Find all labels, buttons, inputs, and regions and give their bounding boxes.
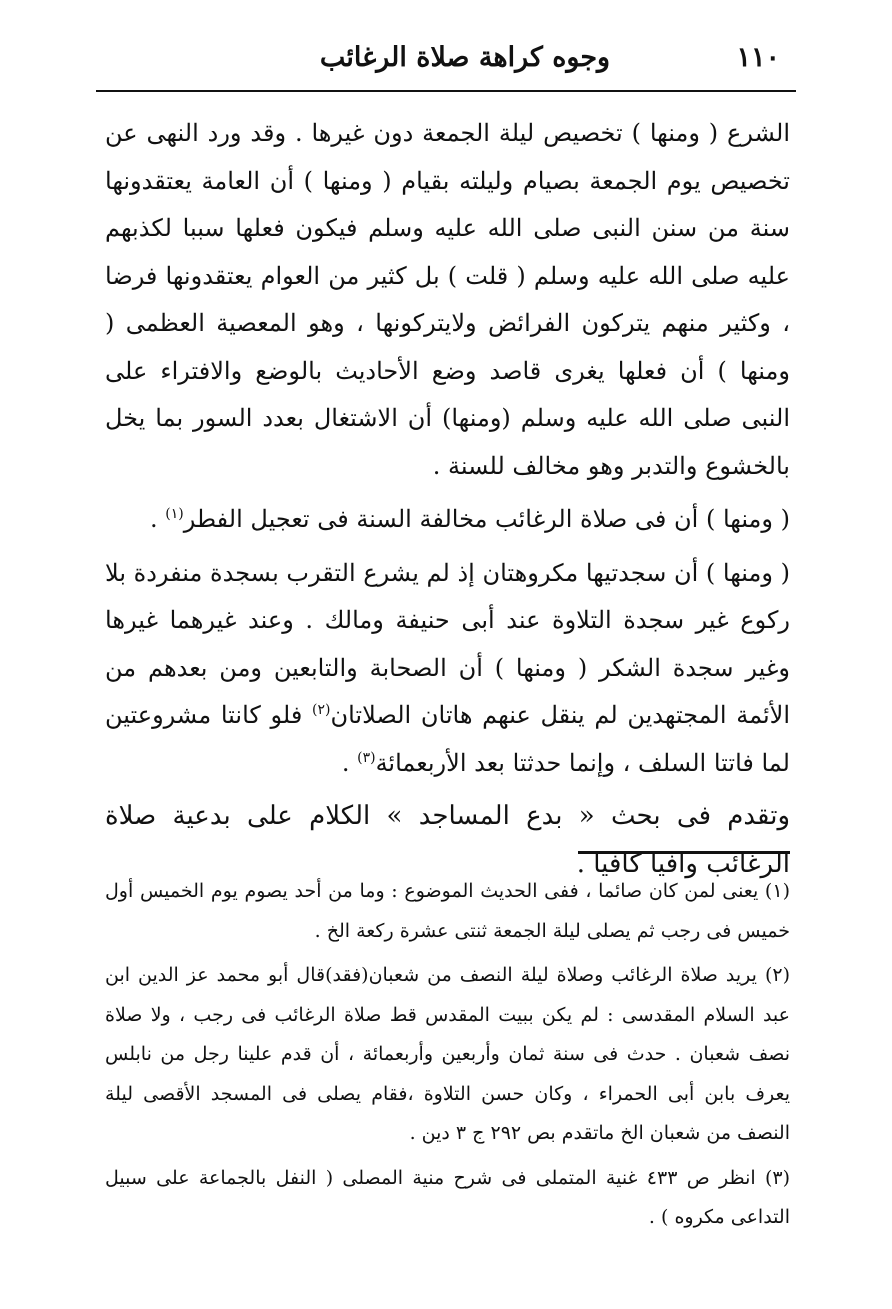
footnotes [105, 872, 790, 1243]
main-text [105, 110, 790, 894]
footnote-1: (١) يعنى لمن كان صائما ، ففى الحديث الموضوع : وما من أحد يصوم يوم الخميس أول خميس فى رجب ثم يصلى ليلة الجمعة ثنتى عشرة ركعة الخ . [105, 880, 790, 942]
footnote-ref-2: (٢) [312, 702, 331, 718]
page-number: ١١٠ [736, 42, 780, 73]
header-rule [96, 90, 796, 92]
paragraph-3 [105, 550, 790, 788]
paragraph-3-mid: فلو كانتا مشروعتين لما فاتتا السلف ، وإنما حدثتا بعد الأربعمائة [105, 701, 790, 777]
paragraph-2-tail: . [150, 505, 166, 533]
footnote-separator [578, 851, 790, 854]
paragraph-3-tail: . [341, 748, 358, 777]
paragraph-4: وتقدم فى بحث « بدع المساجد » الكلام على بدعية صلاة الرغائب وافيا كافيا . [105, 801, 790, 879]
footnote-ref-1: (١) [165, 506, 184, 522]
paragraph-1: الشرع ( ومنها ) تخصيص ليلة الجمعة دون غيرها . وقد ورد النهى عن تخصيص يوم الجمعة بصيام وليلته بقيام ( ومنها ) أن العامة يعتقدونها سنة من سنن النبى صلى الله عليه وسلم فيكون فعلها سببا لكذبهم عليه صلى الله عليه وسلم ( قلت ) بل كثير من العوام يعتقدونها فرضا ، وكثير منهم يتركون الفرائض ولايتركونها ، وهو المعصية العظمى ( ومنها ) أن فعلها يغرى قاصد وضع الأحاديث بالوضع والافتراء على النبى صلى الله عليه وسلم (ومنها) أن الاشتغال بعدد السور بما يخل بالخشوع والتدبر وهو مخالف للسنة . [105, 119, 790, 480]
footnote-ref-3: (٣) [357, 749, 376, 766]
paragraph-2 [105, 496, 790, 544]
paragraph-2-text: ( ومنها ) أن فى صلاة الرغائب مخالفة السنة فى تعجيل الفطر [183, 505, 790, 533]
footnote-2: (٢) يريد صلاة الرغائب وصلاة ليلة النصف من شعبان(فقد)قال أبو محمد عز الدين ابن عبد السلام المقدسى : لم يكن ببيت المقدس قط صلاة الرغائب فى رجب ، ولا صلاة نصف شعبان . حدث فى سنة ثمان وأربعين وأربعمائة ، أن قدم علينا رجل من نابلس يعرف بابن أبى الحمراء ، وكان حسن التلاوة ،فقام يصلى فى المسجد الأقصى ليلة النصف من شعبان الخ ماتقدم بص ٢٩٢ ج ٣ دين . [105, 964, 790, 1144]
footnote-3: (٣) انظر ص ٤٣٣ غنية المتملى فى شرح منية المصلى ( النفل بالجماعة على سبيل التداعى مكروه ) . [105, 1166, 790, 1228]
paragraph-3-text: ( ومنها ) أن سجدتيها مكروهتان إذ لم يشرع التقرب بسجدة منفردة بلا ركوع غير سجدة التلاوة عند أبى حنيفة ومالك . وعند غيرهما غيرها وغير سجدة الشكر ( ومنها ) أن الصحابة والتابعين ومن بعدهم من الأئمة المجتهدين لم ينقل عنهم هاتان الصلاتان [105, 558, 790, 729]
running-title: وجوه كراهة صلاة الرغائب [319, 42, 611, 73]
